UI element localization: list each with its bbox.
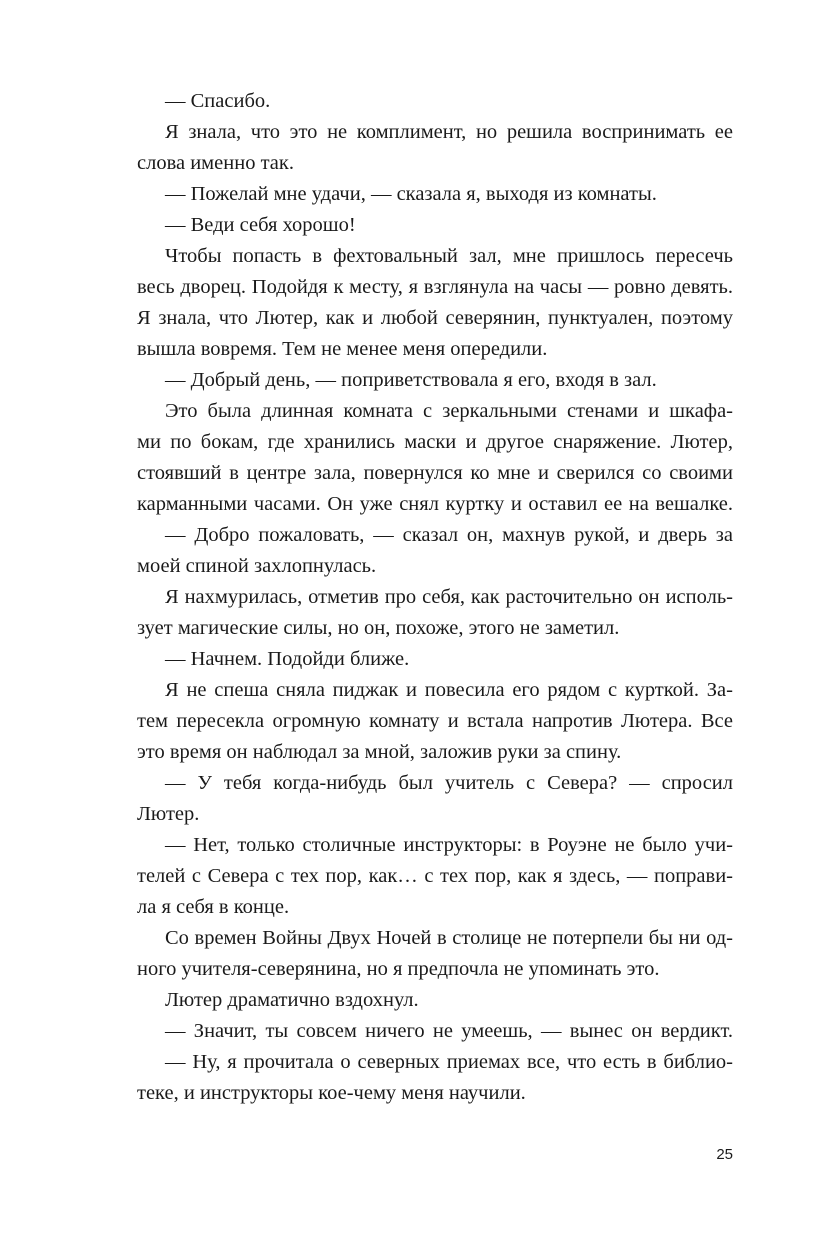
text-line: — Добро пожаловать, — сказал он, махнув рукой, и дверь за — [165, 524, 733, 546]
body-text — [137, 86, 733, 1109]
text-line: Я знала, что это не комплимент, но решила воспринимать ее — [165, 121, 733, 143]
text-line: — Пожелай мне удачи, — сказала я, выходя из комнаты. — [165, 183, 657, 205]
text-line: Лютер драматично вздохнул. — [165, 989, 419, 1011]
text-line: — Веди себя хорошо! — [165, 214, 356, 236]
text-line: — Добрый день, — поприветствовала я его, входя в зал. — [165, 369, 657, 391]
text-line: теке, и инструкторы кое-чему меня научили. — [137, 1082, 526, 1104]
text-line: — Спасибо. — [165, 90, 271, 112]
text-line: слова именно так. — [137, 152, 294, 174]
text-line: вышла вовремя. Тем не менее меня опередили. — [137, 338, 548, 360]
text-line: зует магические силы, но он, похоже, этого не заметил. — [137, 617, 620, 639]
text-line: это время он наблюдал за мной, заложив руки за спину. — [137, 741, 622, 763]
text-line: Со времен Войны Двух Ночей в столице не потерпели бы ни од- — [165, 927, 733, 949]
text-line: ного учителя-северянина, но я предпочла не упоминать это. — [137, 958, 660, 980]
text-line: карманными часами. Он уже снял куртку и оставил ее на вешалке. — [137, 493, 733, 515]
page-number: 25 — [716, 1146, 733, 1163]
text-line: Это была длинная комната с зеркальными стенами и шкафа- — [165, 400, 733, 422]
text-line: Я знала, что Лютер, как и любой северянин, пунктуален, поэтому — [137, 307, 733, 329]
text-line: ла я себя в конце. — [137, 896, 290, 918]
text-line: ми по бокам, где хранились маски и другое снаряжение. Лютер, — [137, 431, 733, 453]
text-line: — Начнем. Подойди ближе. — [165, 648, 410, 670]
text-line: Чтобы попасть в фехтовальный зал, мне пришлось пересечь — [165, 245, 733, 267]
text-line: — Значит, ты совсем ничего не умеешь, — вынес он вердикт. — [165, 1020, 733, 1042]
text-line: — Ну, я прочитала о северных приемах все, что есть в библио- — [165, 1051, 733, 1073]
text-line: тем пересекла огромную комнату и встала напротив Лютера. Все — [137, 710, 733, 732]
text-line: — У тебя когда-нибудь был учитель с Севера? — спросил — [165, 772, 733, 794]
text-line: телей с Севера с тех пор, как… с тех пор, как я здесь, — поправи- — [137, 865, 733, 887]
text-line: — Нет, только столичные инструкторы: в Роуэне не было учи- — [165, 834, 733, 856]
text-line: стоявший в центре зала, повернулся ко мне и сверился со своими — [137, 462, 733, 484]
text-line: Я нахмурилась, отметив про себя, как расточительно он исполь- — [165, 586, 733, 608]
text-line: Лютер. — [137, 803, 200, 825]
text-line: весь дворец. Подойдя к месту, я взглянула на часы — ровно девять. — [137, 276, 733, 298]
text-line: моей спиной захлопнулась. — [137, 555, 377, 577]
text-line: Я не спеша сняла пиджак и повесила его рядом с курткой. За- — [165, 679, 733, 701]
